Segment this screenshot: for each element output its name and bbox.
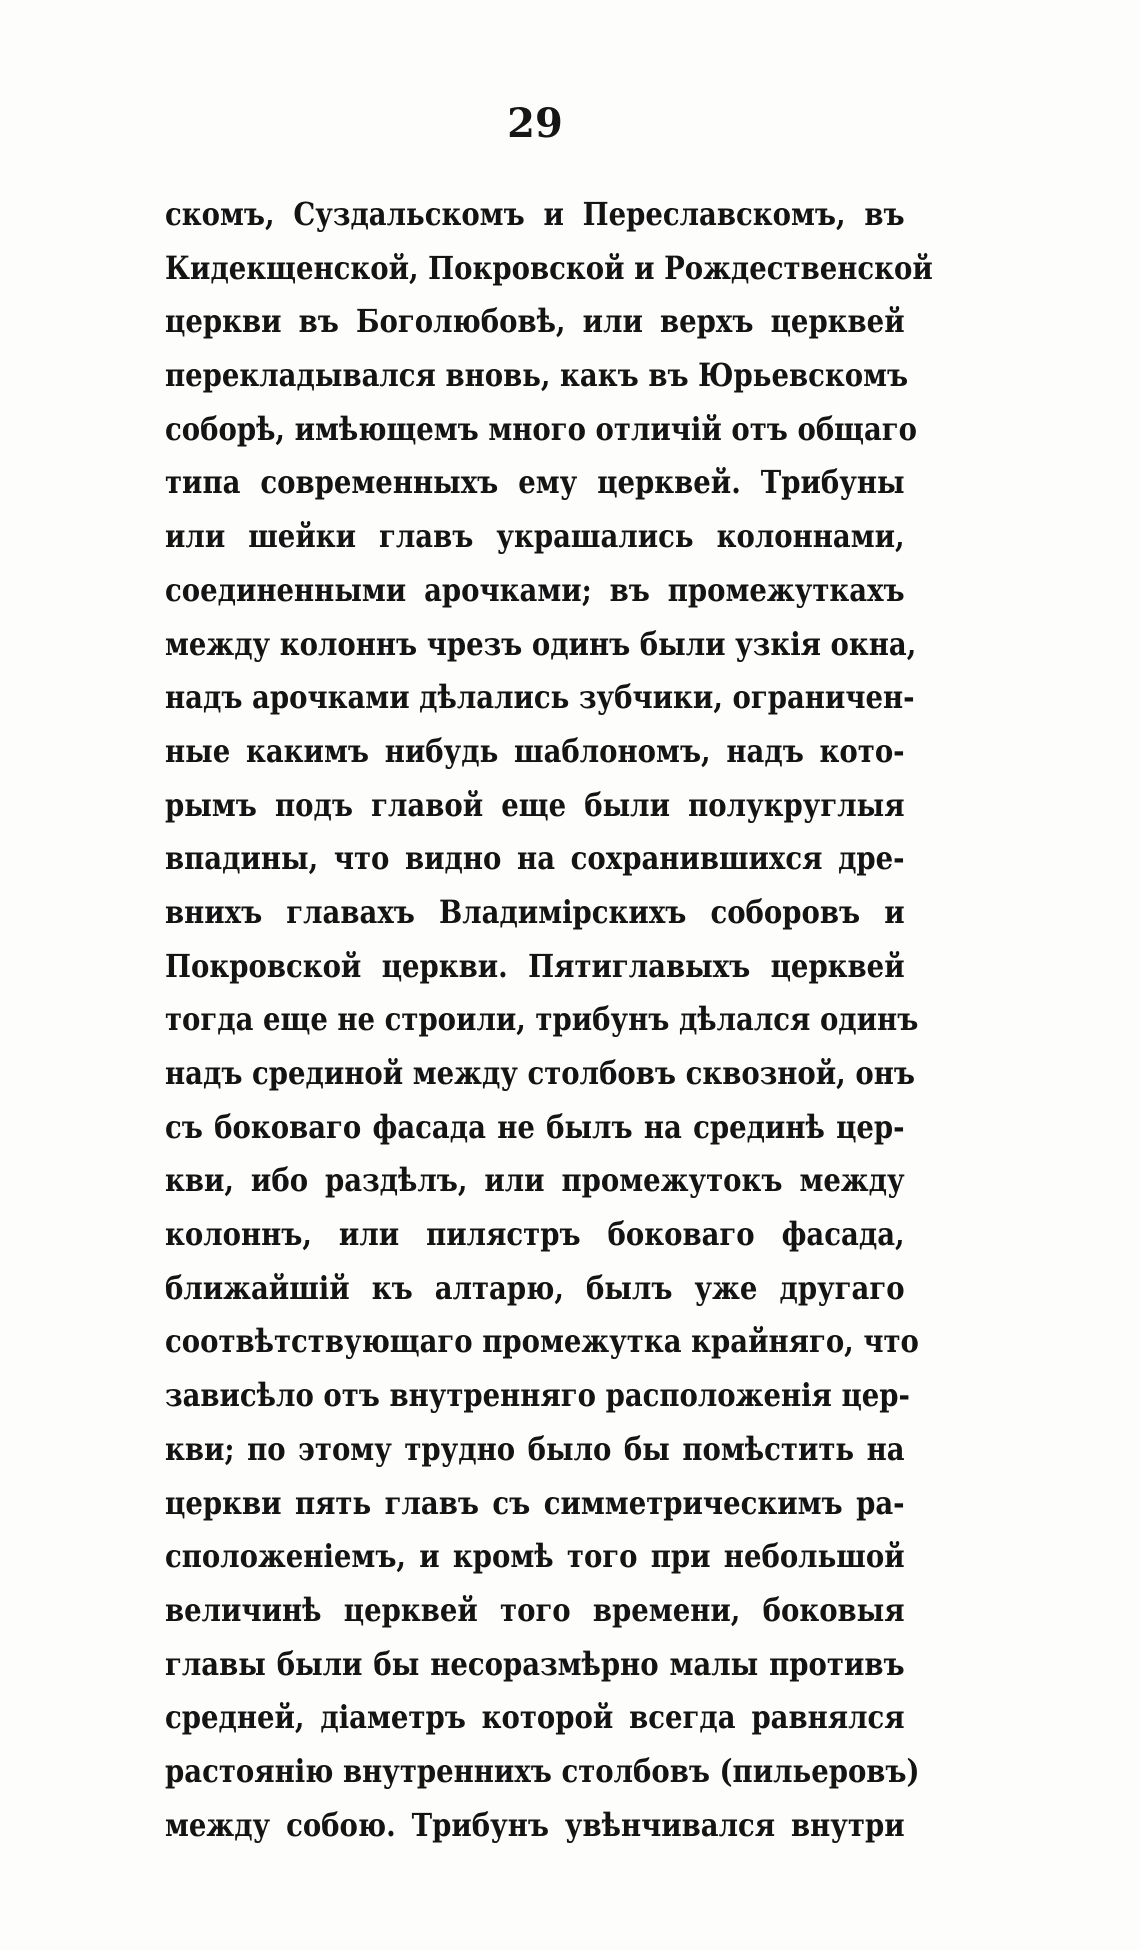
body-text	[165, 188, 933, 1852]
page-number: 29	[507, 100, 563, 147]
text-line-2: Кидекщенской, Покровской и Рождественской	[165, 248, 933, 287]
text-line-24: кви; по этому трудно было бы помѣстить на	[165, 1429, 905, 1468]
text-line-10: надъ арочками дѣлались зубчики, ограничен-	[165, 678, 915, 717]
text-line-11: ные какимъ нибудь шаблономъ, надъ кото-	[165, 731, 905, 770]
text-line-1: скомъ, Суздальскомъ и Переславскомъ, въ	[165, 195, 905, 233]
text-line-30: растоянію внутреннихъ столбовъ (пильеровъ)	[165, 1751, 920, 1790]
text-line-3: церкви въ Боголюбовѣ, или верхъ церквей	[165, 302, 905, 341]
text-line-20: колоннъ, или пилястръ боковаго фасада,	[165, 1215, 905, 1254]
text-line-4: перекладывался вновь, какъ въ Юрьевскомъ	[165, 356, 909, 395]
text-line-6: типа современныхъ ему церквей. Трибуны	[165, 463, 905, 502]
text-line-19: кви, ибо раздѣлъ, или промежутокъ между	[165, 1161, 905, 1200]
text-line-29: средней, діаметръ которой всегда равнялся	[165, 1698, 905, 1737]
text-line-27: величинѣ церквей того времени, боковыя	[165, 1590, 905, 1629]
text-line-21: ближайшій къ алтарю, былъ уже другаго	[165, 1268, 905, 1307]
text-line-16: тогда еще не строили, трибунъ дѣлался одинъ	[165, 1000, 919, 1039]
text-line-26: сположеніемъ, и кромѣ того при небольшой	[165, 1537, 905, 1576]
text-line-15: Покровской церкви. Пятиглавыхъ церквей	[165, 946, 905, 985]
text-line-17: надъ срединой между столбовъ сквозной, онъ	[165, 1054, 915, 1092]
text-line-23: зависѣло отъ внутренняго расположенія цер-	[165, 1376, 910, 1415]
text-line-28: главы были бы несоразмѣрно малы противъ	[165, 1644, 905, 1683]
text-line-18: съ боковаго фасада не былъ на срединѣ цер-	[165, 1107, 905, 1146]
text-line-14: внихъ главахъ Владимірскихъ соборовъ и	[165, 892, 905, 931]
text-line-7: или шейки главъ украшались колоннами,	[165, 517, 905, 556]
text-line-9: между колоннъ чрезъ одинъ были узкія окна,	[165, 624, 917, 663]
text-line-31: между собою. Трибунъ увѣнчивался внутри	[165, 1805, 905, 1844]
text-line-12: рымъ подъ главой еще были полукруглыя	[165, 785, 905, 824]
text-line-25: церкви пять главъ съ симметрическимъ ра-	[165, 1483, 905, 1522]
text-line-5: соборѣ, имѣющемъ много отличій отъ общаго	[165, 409, 918, 448]
text-line-22: соотвѣтствующаго промежутка крайняго, что	[165, 1322, 919, 1361]
text-line-13: впадины, что видно на сохранившихся дре-	[165, 839, 905, 878]
text-line-8: соединенными арочками; въ промежуткахъ	[165, 570, 905, 609]
